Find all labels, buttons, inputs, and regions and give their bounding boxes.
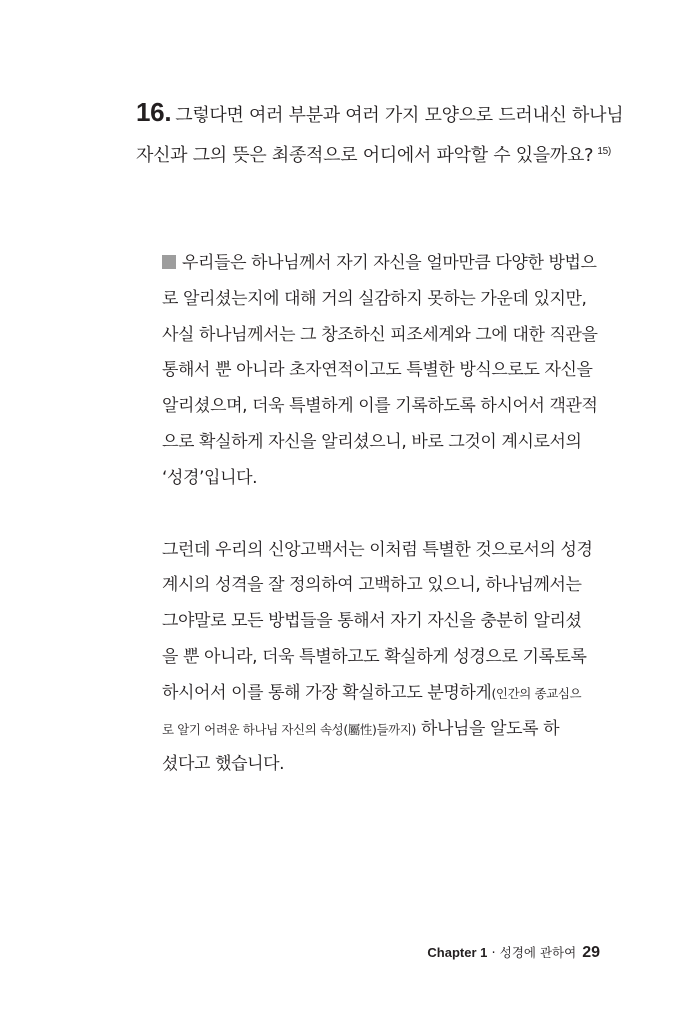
parenthetical-note-continued: 로 알기 어려운 하나님 자신의 속성(屬性)들까지) (162, 721, 416, 737)
page-footer (427, 943, 600, 962)
answer-text: 하시어서 이를 통해 가장 확실하고도 분명하게 (162, 682, 492, 703)
answer-line: 그야말로 모든 방법들을 통해서 자기 자신을 충분히 알리셨 (162, 611, 582, 632)
answer-line: 로 알리셨는지에 대해 거의 실감하지 못하는 가운데 있지만, (162, 288, 587, 309)
footnote-reference: 15) (597, 146, 611, 157)
answer-line: 을 뿐 아니라, 더욱 특별하고도 확실하게 성경으로 기록토록 (162, 646, 587, 667)
answer-line (162, 712, 616, 748)
question-line-2 (136, 134, 616, 174)
answer-line: 알리셨으며, 더욱 특별하게 이를 기록하도록 하시어서 객관적 (162, 396, 598, 417)
question-line-1 (136, 94, 624, 134)
question-text-2: 자신과 그의 뜻은 최종적으로 어디에서 파악할 수 있을까요? (136, 145, 594, 166)
question-block (136, 94, 624, 174)
chapter-label: Chapter 1 (427, 945, 488, 960)
answer-line: 셨다고 했습니다. (162, 754, 285, 775)
answer-line (162, 246, 616, 282)
answer-line: 통해서 뿐 아니라 초자연적이고도 특별한 방식으로도 자신을 (162, 360, 593, 381)
answer-text: 우리들은 하나님께서 자기 자신을 얼마만큼 다양한 방법으 (182, 253, 597, 273)
answer-text: 하나님을 알도록 하 (415, 718, 560, 739)
chapter-title: 성경에 관하여 (499, 945, 577, 960)
answer-paragraph-2 (162, 533, 616, 784)
answer-line: 계시의 성격을 잘 정의하여 고백하고 있으니, 하나님께서는 (162, 575, 582, 596)
page-number: 29 (582, 944, 600, 961)
question-text-1: 그렇다면 여러 부분과 여러 가지 모양으로 드러내신 하나님 (175, 105, 624, 126)
answer-line: 사실 하나님께서는 그 창조하신 피조세계와 그에 대한 직관을 (162, 324, 598, 345)
answer-line: 으로 확실하게 자신을 알리셨으니, 바로 그것이 계시로서의 (162, 431, 582, 452)
question-number: 16. (136, 97, 172, 127)
footer-separator: · (487, 946, 500, 961)
answer-line (162, 676, 616, 712)
answer-paragraph-1 (162, 246, 616, 497)
square-bullet-icon (162, 255, 176, 269)
answer-block (162, 246, 616, 783)
answer-line: 그런데 우리의 신앙고백서는 이처럼 특별한 것으로서의 성경 (162, 539, 593, 560)
answer-line: ‘성경’입니다. (162, 467, 258, 488)
parenthetical-note: (인간의 종교심으 (491, 685, 582, 701)
